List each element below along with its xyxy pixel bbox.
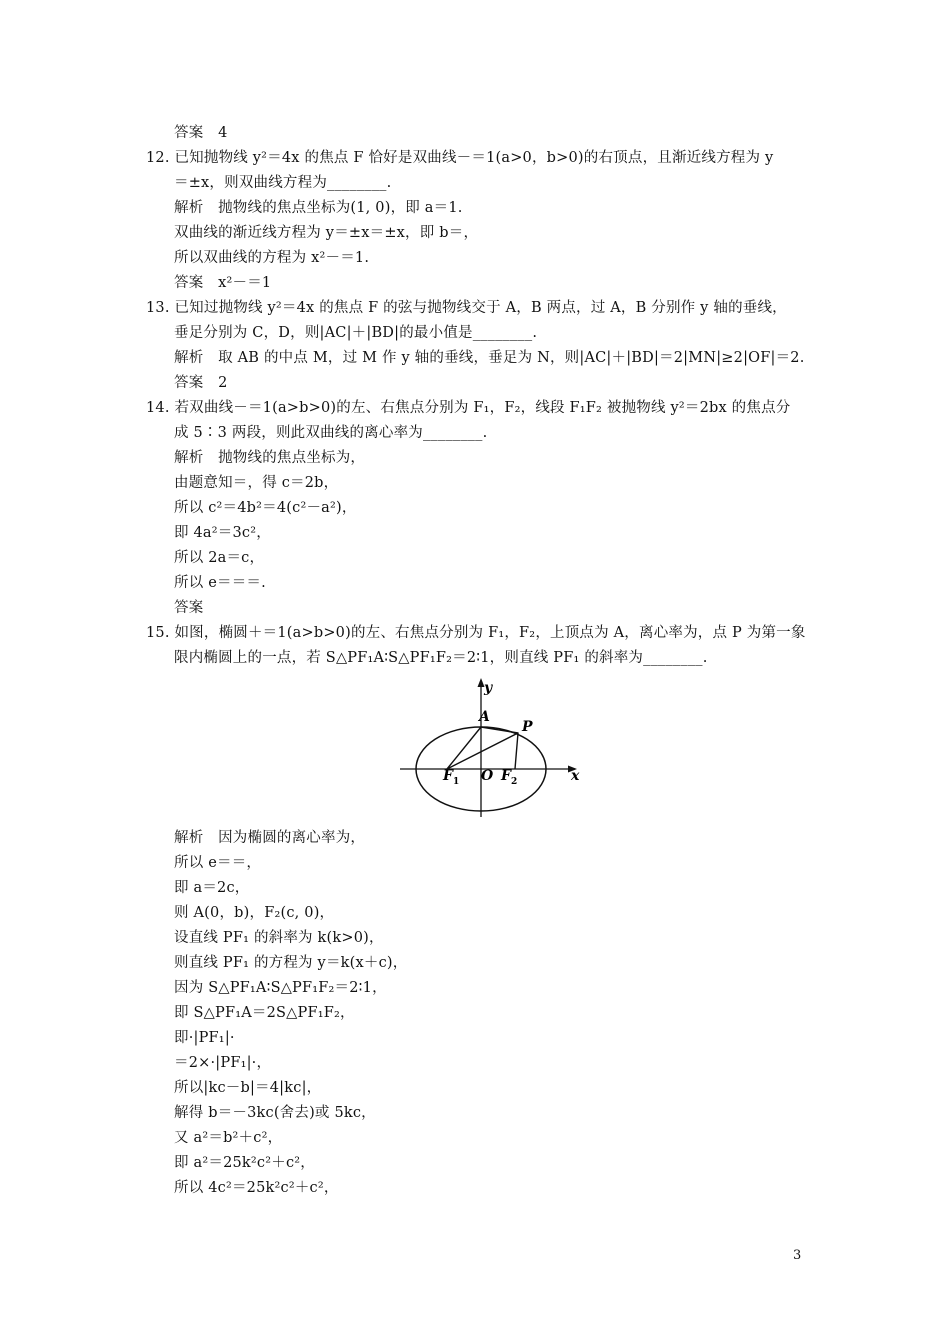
text-line: 所以|kc－b|＝4|kc|， (174, 1080, 322, 1096)
text-line: 14. 若双曲线－＝1(a>b>0)的左、右焦点分别为 F₁，F₂，线段 F₁F₂ 被抛物线 y²＝2bx 的焦点分 (146, 400, 791, 416)
text-line: 则直线 PF₁ 的方程为 y＝k(x＋c)， (174, 955, 408, 971)
text-line: 答案 2 (174, 375, 228, 391)
text-line: 所以 e＝＝， (174, 855, 262, 871)
text-line: 12. 已知抛物线 y²＝4x 的焦点 F 恰好是双曲线－＝1(a>0，b>0)的右顶点，且渐近线方程为 y (146, 150, 774, 166)
text-line: 答案 x²－＝1 (174, 275, 272, 291)
text-line: 所以双曲线的方程为 x²－＝1. (174, 250, 370, 266)
label-f2-subscript: 2 (511, 777, 518, 787)
text-line: 由题意知＝，得 c＝2b， (174, 475, 339, 491)
segment-pf2 (515, 733, 518, 769)
label-o: O (481, 768, 494, 784)
label-f1-subscript: 1 (453, 777, 460, 787)
text-line: 即 4a²＝3c²， (174, 525, 271, 541)
text-line: 所以 4c²＝25k²c²＋c²， (174, 1180, 339, 1196)
text-line: ＝±x，则双曲线方程为________. (174, 175, 392, 191)
text-line: 所以 e＝＝＝. (174, 575, 266, 591)
text-line: 则 A(0，b)，F₂(c, 0)， (174, 905, 335, 921)
label-f2: F (501, 768, 511, 784)
text-line: ＝2×·|PF₁|·， (174, 1055, 272, 1071)
text-line: 成 5∶3 两段，则此双曲线的离心率为________. (174, 425, 488, 441)
text-line: 解析 取 AB 的中点 M，过 M 作 y 轴的垂线，垂足为 N，则|AC|＋|BD|＝2|MN|≥2|OF|＝2. (174, 350, 805, 366)
text-line: 即 a＝2c， (174, 880, 250, 896)
text-line: 垂足分别为 C，D，则|AC|＋|BD|的最小值是________. (174, 325, 538, 341)
text-line: 即 a²＝25k²c²＋c²， (174, 1155, 315, 1171)
text-line: 答案 (174, 600, 204, 616)
text-line: 所以 c²＝4b²＝4(c²－a²)， (174, 500, 357, 516)
page-number: 3 (793, 1248, 802, 1263)
text-line: 因为 S△PF₁A∶S△PF₁F₂＝2∶1， (174, 980, 387, 996)
text-line: 15. 如图，椭圆＋＝1(a>b>0)的左、右焦点分别为 F₁，F₂，上顶点为 A，离心率为，点 P 为第一象 (146, 625, 806, 641)
text-line: 解析 因为椭圆的离心率为， (174, 830, 366, 846)
label-p: P (522, 719, 533, 735)
text-line: 即·|PF₁|· (174, 1030, 235, 1046)
label-a: A (479, 709, 490, 725)
ellipse-figure (395, 672, 595, 822)
text-line: 双曲线的渐近线方程为 y＝±x＝±x，即 b＝， (174, 225, 479, 241)
label-x: x (571, 768, 580, 784)
text-line: 设直线 PF₁ 的斜率为 k(k>0)， (174, 930, 384, 946)
text-line: 所以 2a＝c， (174, 550, 265, 566)
text-line: 即 S△PF₁A＝2S△PF₁F₂， (174, 1005, 355, 1021)
text-line: 解析 抛物线的焦点坐标为， (174, 450, 366, 466)
text-line: 又 a²＝b²＋c²， (174, 1130, 283, 1146)
text-line: 解析 抛物线的焦点坐标为(1, 0)，即 a＝1. (174, 200, 463, 216)
text-line: 答案 4 (174, 125, 228, 141)
text-line: 13. 已知过抛物线 y²＝4x 的焦点 F 的弦与抛物线交于 A，B 两点，过 A，B 分别作 y 轴的垂线， (146, 300, 787, 316)
label-y: y (484, 680, 493, 696)
triangle-pf1a (447, 727, 518, 769)
text-line: 限内椭圆上的一点，若 S△PF₁A∶S△PF₁F₂＝2∶1，则直线 PF₁ 的斜率为________. (174, 650, 708, 666)
text-line: 解得 b＝－3kc(舍去)或 5kc， (174, 1105, 376, 1121)
label-f1: F (443, 768, 453, 784)
